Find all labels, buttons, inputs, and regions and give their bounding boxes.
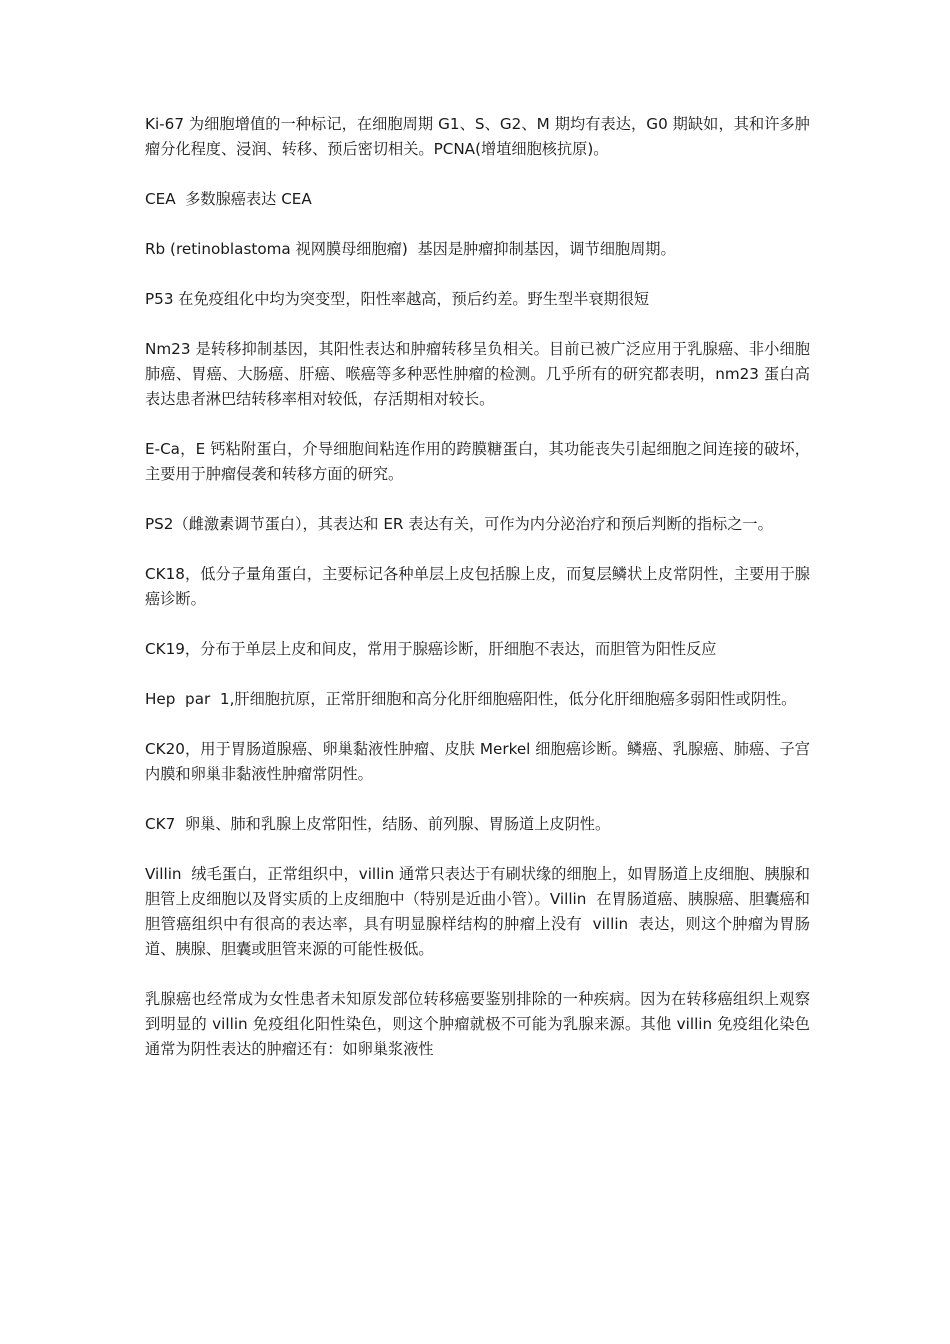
paragraph-ck20: CK20，用于胃肠道腺癌、卵巢黏液性肿瘤、皮肤 Merkel 细胞癌诊断。鳞癌、乳腺癌、肺癌、子宫内膜和卵巢非黏液性肿瘤常阴性。	[145, 740, 810, 783]
paragraph-rb: Rb (retinoblastoma 视网膜母细胞瘤) 基因是肿瘤抑制基因，调节细胞周期。	[145, 240, 676, 258]
paragraph-ck19: CK19，分布于单层上皮和间皮，常用于腺癌诊断，肝细胞不表达，而胆管为阳性反应	[145, 640, 717, 658]
paragraph-nm23: Nm23 是转移抑制基因，其阳性表达和肿瘤转移呈负相关。目前已被广泛应用于乳腺癌、非小细胞肺癌、胃癌、大肠癌、肝癌、喉癌等多种恶性肿瘤的检测。几乎所有的研究都表明，nm23 蛋白高表达患者淋巴结转移率相对较低，存活期相对较长。	[145, 340, 810, 408]
document-body	[145, 112, 810, 1087]
paragraph-e-ca: E-Ca，E 钙粘附蛋白，介导细胞间粘连作用的跨膜糖蛋白，其功能丧失引起细胞之间连接的破坏，主要用于肿瘤侵袭和转移方面的研究。	[145, 440, 810, 483]
paragraph-hep-par-1: Hep par 1,肝细胞抗原，正常肝细胞和高分化肝细胞癌阳性，低分化肝细胞癌多弱阳性或阴性。	[145, 690, 797, 708]
paragraph-p53: P53 在免疫组化中均为突变型，阳性率越高，预后约差。野生型半衰期很短	[145, 290, 650, 308]
paragraph-ki67: Ki-67 为细胞增值的一种标记，在细胞周期 G1、S、G2、M 期均有表达，G0 期缺如，其和许多肿瘤分化程度、浸润、转移、预后密切相关。PCNA(增埴细胞核抗原)。	[145, 115, 810, 158]
paragraph-ps2: PS2（雌激素调节蛋白），其表达和 ER 表达有关，可作为内分泌治疗和预后判断的指标之一。	[145, 515, 773, 533]
paragraph-cea: CEA 多数腺癌表达 CEA	[145, 190, 312, 208]
paragraph-ck18: CK18，低分子量角蛋白，主要标记各种单层上皮包括腺上皮，而复层鳞状上皮常阴性，主要用于腺癌诊断。	[145, 565, 810, 608]
paragraph-villin: Villin 绒毛蛋白，正常组织中，villin 通常只表达于有刷状缘的细胞上，如胃肠道上皮细胞、胰腺和胆管上皮细胞以及肾实质的上皮细胞中（特别是近曲小管）。Villin 在胃肠道癌、胰腺癌、胆囊癌和胆管癌组织中有很高的表达率，具有明显腺样结构的肿瘤上没有 villin 表达，则这个肿瘤为胃肠道、胰腺、胆囊或胆管来源的可能性极低。	[145, 865, 810, 958]
paragraph-ck7: CK7 卵巢、肺和乳腺上皮常阳性，结肠、前列腺、胃肠道上皮阴性。	[145, 815, 611, 833]
paragraph-breast-cancer: 乳腺癌也经常成为女性患者未知原发部位转移癌要鉴别排除的一种疾病。因为在转移癌组织上观察到明显的 villin 免疫组化阳性染色，则这个肿瘤就极不可能为乳腺来源。其他 villin 免疫组化染色通常为阴性表达的肿瘤还有：如卵巢浆液性	[145, 990, 810, 1058]
